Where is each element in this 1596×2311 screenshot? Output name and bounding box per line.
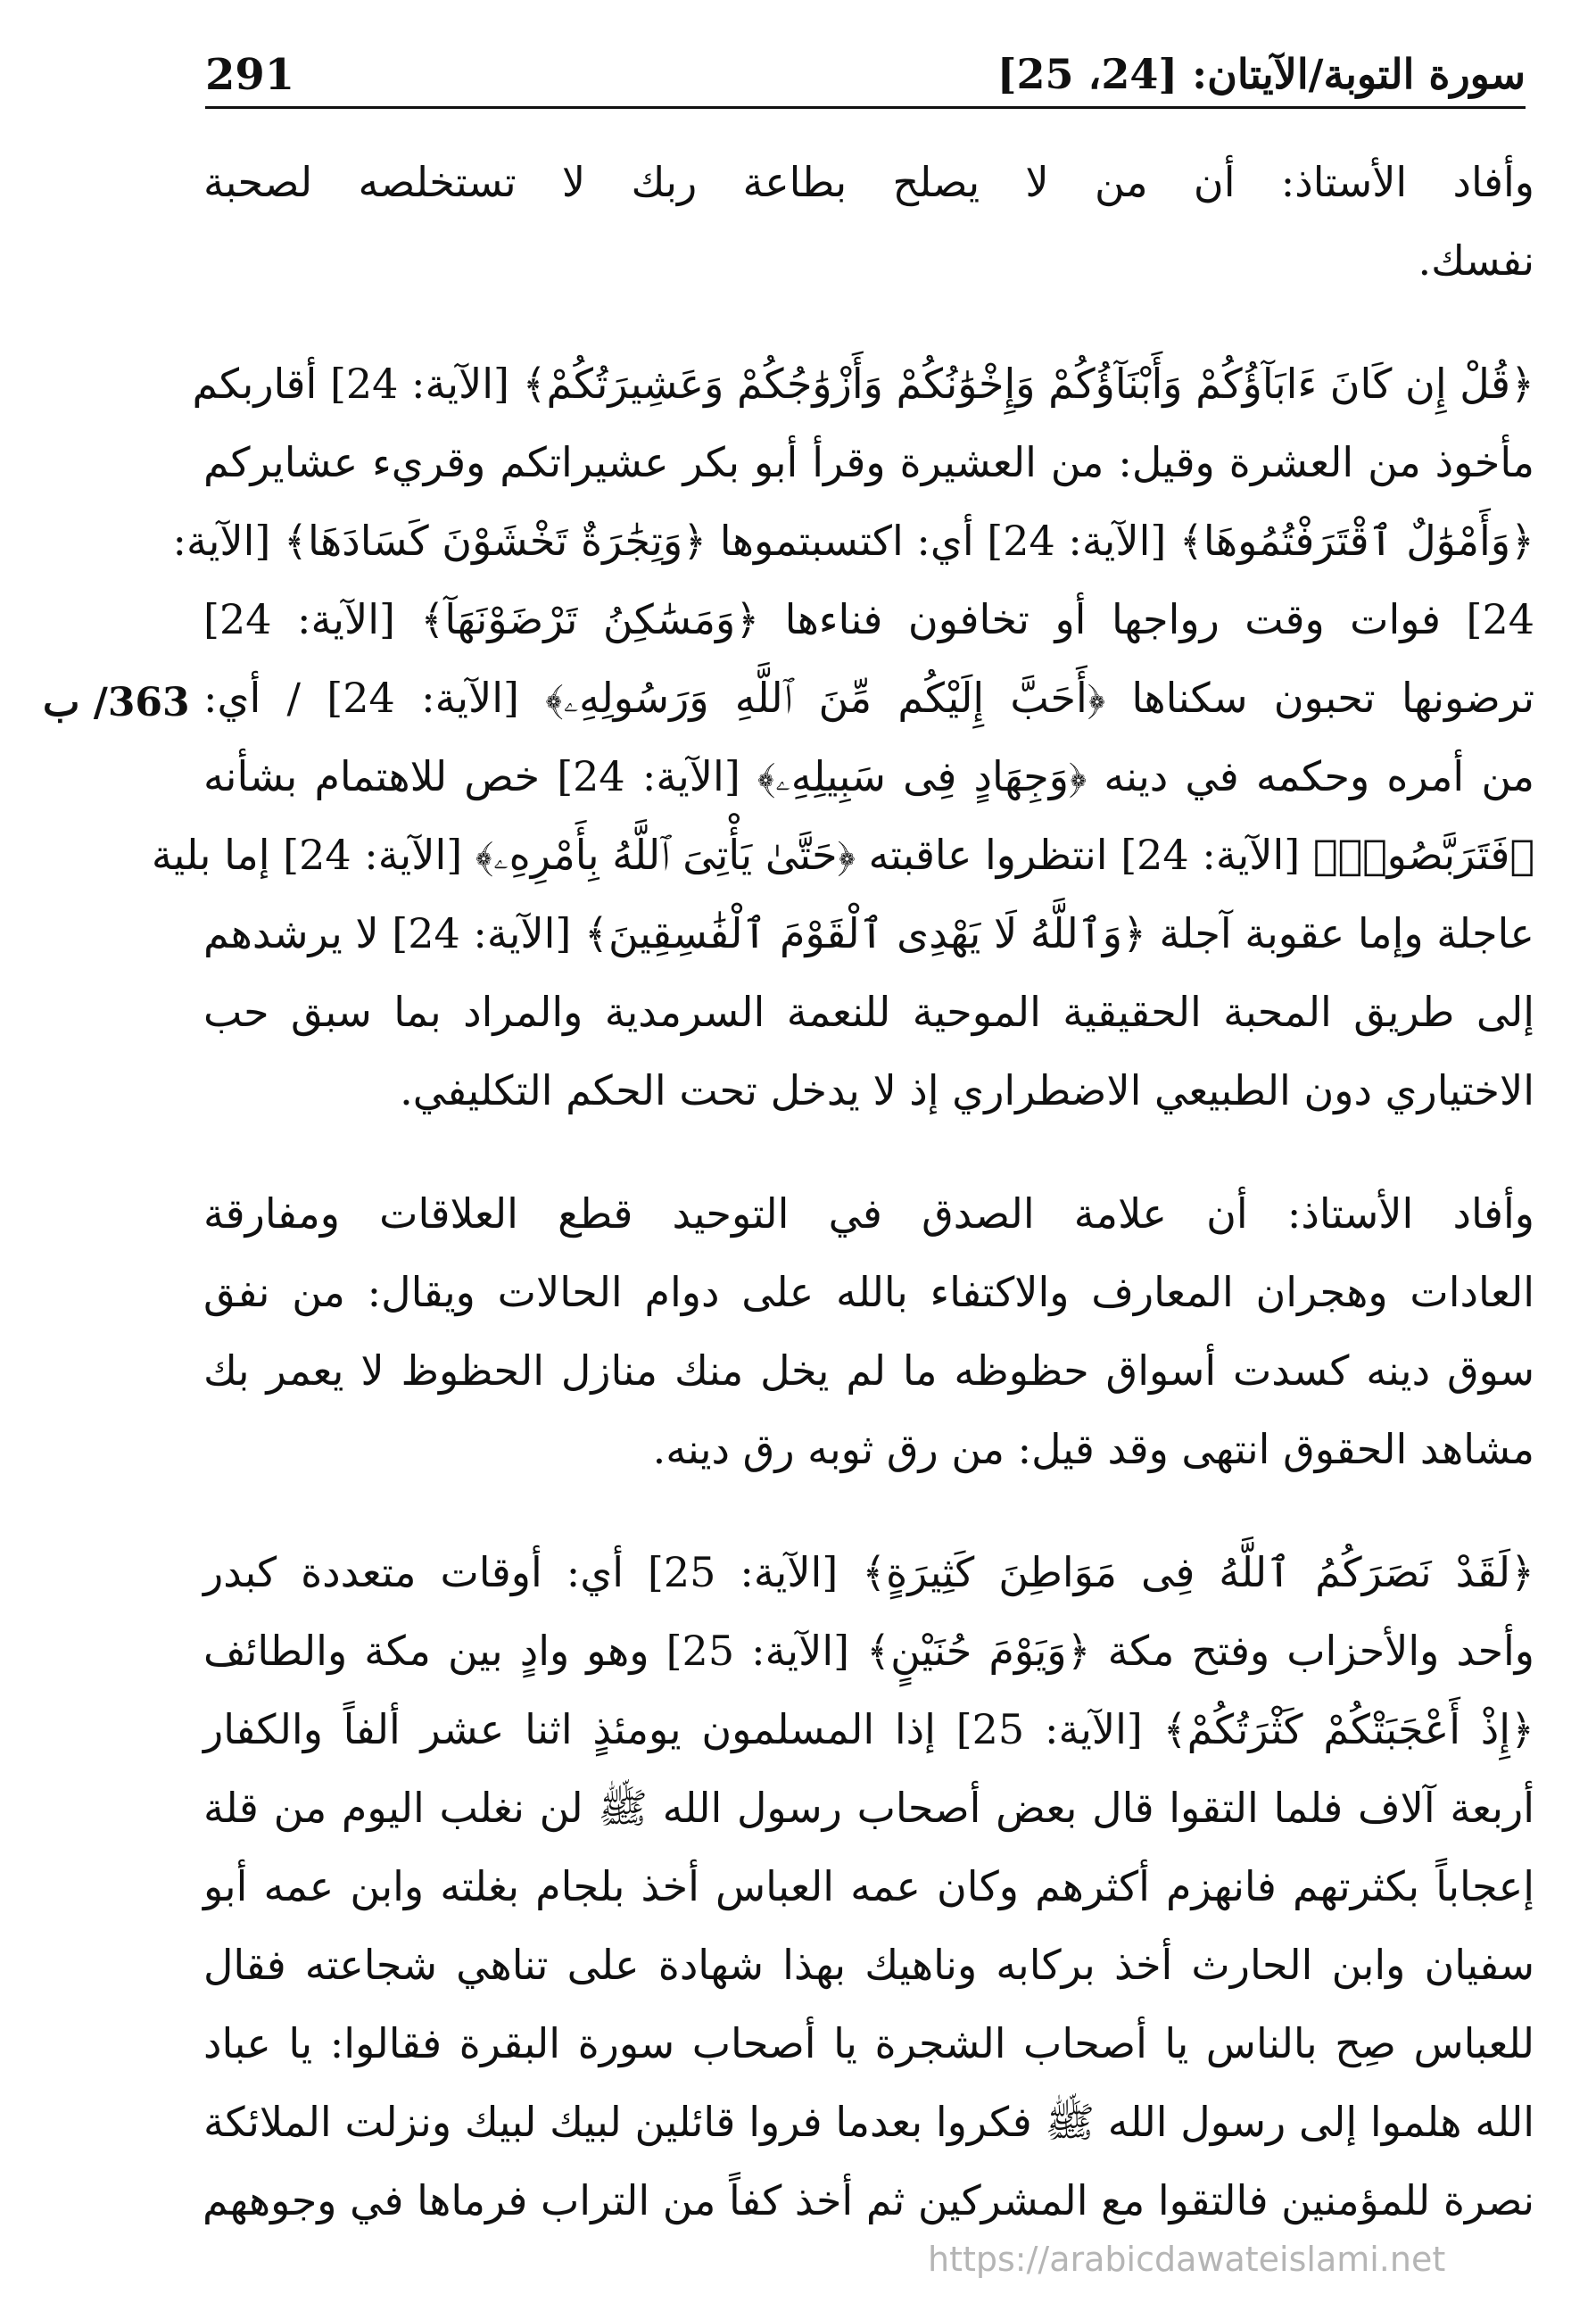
paragraph-1 bbox=[203, 143, 1534, 300]
paragraph-2 bbox=[151, 344, 1534, 1130]
running-title: سورة التوبة/الآيتان: [24، 25] bbox=[996, 50, 1526, 98]
text-line: للعباس صِح بالناس يا أصحاب الشجرة يا أصحاب سورة البقرة فقالوا: يا عباد bbox=[203, 2019, 1534, 2067]
text-line: ترضونها تحبون سكناها ﴿أَحَبَّ إِلَيْكُم مِّنَ ٱللَّهِ وَرَسُولِهِۦ﴾ [الآية: 24] / أي: bbox=[203, 674, 1534, 722]
text-line: عاجلة وإما عقوبة آجلة ﴿وَٱللَّهُ لَا يَهْدِى ٱلْقَوْمَ ٱلْفَٰسِقِينَ﴾ [الآية: 24] لا يرشدهم bbox=[203, 909, 1534, 957]
text-line: 24] فوات وقت رواجها أو تخافون فناءها ﴿وَمَسَٰكِنُ تَرْضَوْنَهَآ﴾ [الآية: 24] bbox=[203, 595, 1534, 643]
text-line: سوق دينه كسدت أسواق حظوظه ما لم يخل منك منازل الحظوظ لا يعمر بك bbox=[203, 1346, 1534, 1395]
page-number: 291 bbox=[205, 50, 295, 100]
text-line: نفسك. bbox=[1418, 236, 1534, 285]
margin-folio-note: 363/ ب bbox=[43, 680, 190, 725]
text-line: سفيان وابن الحارث أخذ بركابه وناهيك بهذا شهادة على تناهي شجاعته فقال bbox=[203, 1941, 1534, 1989]
text-line: ﴿لَقَدْ نَصَرَكُمُ ٱللَّهُ فِى مَوَاطِنَ كَثِيرَةٍ﴾ [الآية: 25] أي: أوقات متعددة كبدر bbox=[203, 1548, 1534, 1596]
text-line: مأخوذ من العشرة وقيل: من العشيرة وقرأ أبو بكر عشيراتكم وقريء عشايركم bbox=[203, 438, 1534, 486]
text-line: نصرة للمؤمنين فالتقوا مع المشركين ثم أخذ كفاً من التراب فرماها في وجوههم bbox=[203, 2176, 1534, 2224]
text-line: من أمره وحكمه في دينه ﴿وَجِهَادٍ فِى سَبِيلِهِۦ﴾ [الآية: 24] خص للاهتمام بشأنه bbox=[203, 752, 1534, 800]
text-line: ﴿وَأَمْوَٰلٌ ٱقْتَرَفْتُمُوهَا﴾ [الآية: 24] أي: اكتسبتموها ﴿وَتِجَٰرَةٌ تَخْشَوْنَ كَسَادَهَا﴾ [الآية: bbox=[172, 517, 1534, 565]
text-line: ﴿فَتَرَبَّصُوا۟﴾ [الآية: 24] انتظروا عاقبته ﴿حَتَّىٰ يَأْتِىَ ٱللَّهُ بِأَمْرِهِۦ﴾ [الآية: 24] إما بلية bbox=[151, 831, 1534, 879]
text-line: وأفاد الأستاذ: أن من لا يصلح بطاعة ربك لا تستخلصه لصحبة bbox=[203, 158, 1534, 206]
text-line: إلى طريق المحبة الحقيقية الموحية للنعمة السرمدية والمراد بما سبق حب bbox=[203, 988, 1534, 1036]
text-line: مشاهد الحقوق انتهى وقد قيل: من رق ثوبه رق دينه. bbox=[652, 1425, 1534, 1473]
text-line: أربعة آلاف فلما التقوا قال بعض أصحاب رسول الله ﷺ لن نغلب اليوم من قلة bbox=[203, 1784, 1534, 1832]
page-body bbox=[151, 143, 1535, 2284]
text-line: وأفاد الأستاذ: أن علامة الصدق في التوحيد قطع العلاقات ومفارقة bbox=[203, 1189, 1534, 1238]
text-line: وأحد والأحزاب وفتح مكة ﴿وَيَوْمَ حُنَيْنٍ﴾ [الآية: 25] وهو وادٍ بين مكة والطائف bbox=[203, 1627, 1534, 1675]
text-line: إعجاباً بكثرتهم فانهزم أكثرهم وكان عمه العباس أخذ بلجام بغلته وابن عمه أبو bbox=[203, 1862, 1534, 1910]
text-line: العادات وهجران المعارف والاكتفاء بالله على دوام الحالات ويقال: من نفق bbox=[203, 1268, 1534, 1316]
text-line: الاختياري دون الطبيعي الاضطراري إذ لا يدخل تحت الحكم التكليفي. bbox=[400, 1066, 1534, 1114]
watermark-url: https://arabicdawateislami.net bbox=[928, 2240, 1446, 2279]
paragraph-4 bbox=[203, 1533, 1534, 2240]
paragraph-3 bbox=[203, 1174, 1534, 1488]
header-rule bbox=[205, 106, 1526, 109]
text-line: ﴿إِذْ أَعْجَبَتْكُمْ كَثْرَتُكُمْ﴾ [الآية: 25] إذا المسلمون يومئذٍ اثنا عشر ألفاً والكفار bbox=[203, 1705, 1535, 1753]
page-header bbox=[205, 45, 1526, 109]
text-line: ﴿قُلْ إِن كَانَ ءَابَآؤُكُمْ وَأَبْنَآؤُكُمْ وَإِخْوَٰنُكُمْ وَأَزْوَٰجُكُمْ وَعَشِيرَتُكُمْ﴾ [الآية: 24] أقاربكم bbox=[192, 360, 1534, 408]
text-line: الله هلموا إلى رسول الله ﷺ فكروا بعدما فروا قائلين لبيك لبيك ونزلت الملائكة bbox=[203, 2098, 1534, 2146]
